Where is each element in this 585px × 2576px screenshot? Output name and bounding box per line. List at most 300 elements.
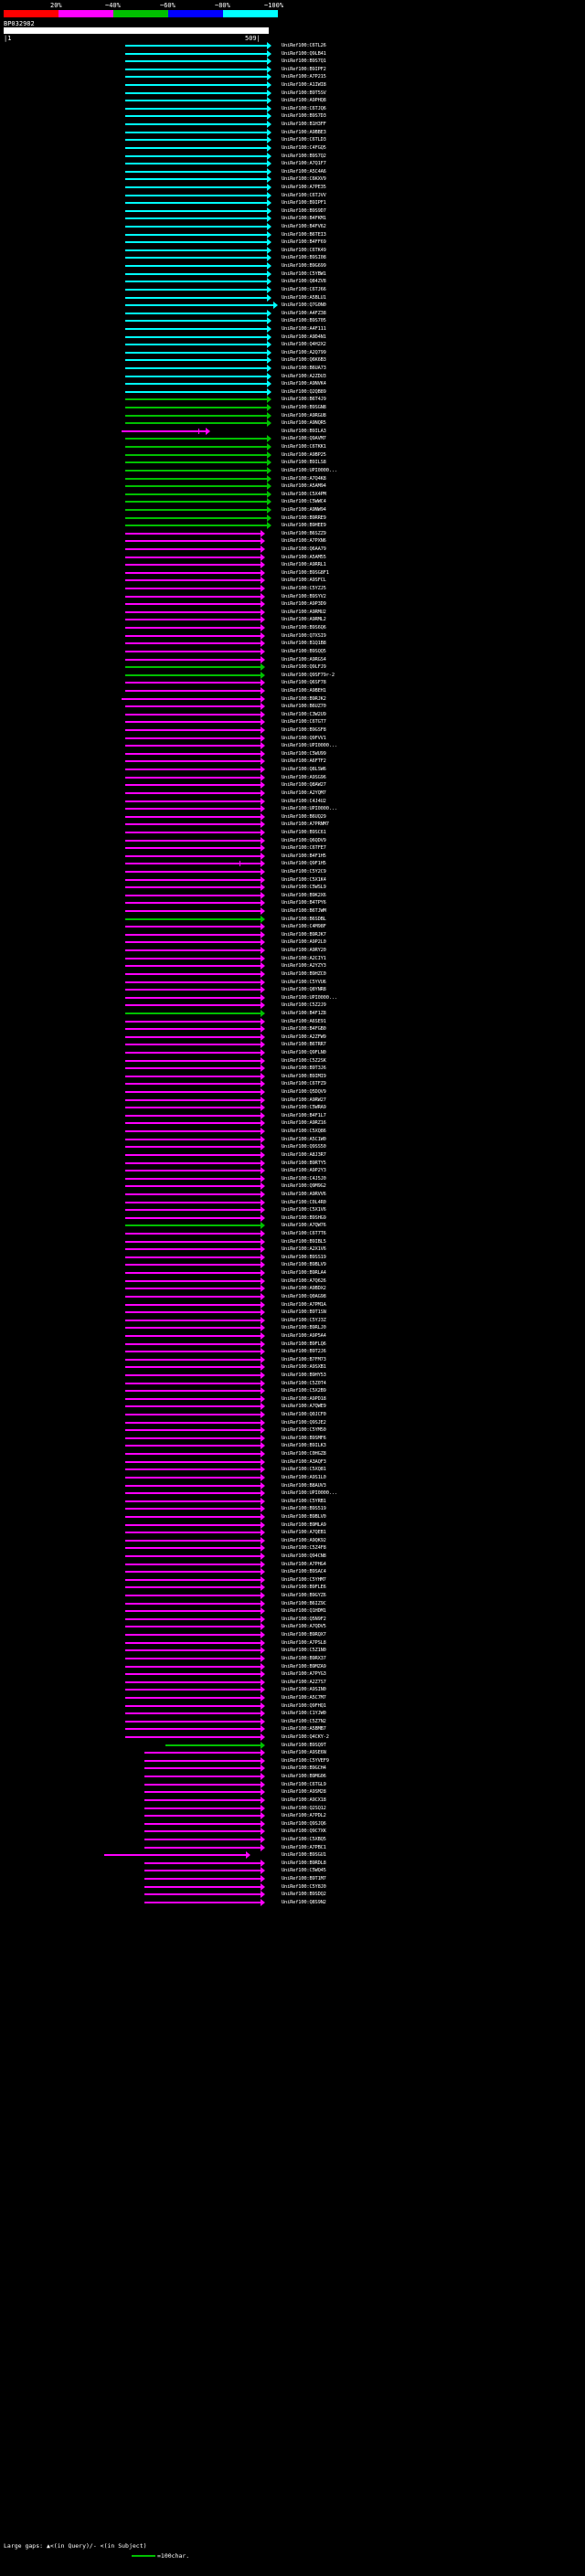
hit-label[interactable]: UniRef100:B9IPF2 — [282, 66, 326, 72]
hit-label[interactable]: UniRef100:C5X2B9 — [282, 1388, 326, 1394]
hit-row[interactable] — [0, 482, 585, 491]
hit-row[interactable] — [0, 1348, 585, 1356]
hit-label[interactable]: UniRef100:C6TJVV — [282, 192, 326, 198]
alignment-bar[interactable] — [125, 1217, 261, 1219]
alignment-bar[interactable] — [125, 714, 261, 716]
hit-row[interactable] — [0, 42, 585, 50]
hit-label[interactable]: UniRef100:A2Z7S7 — [282, 1679, 326, 1685]
hit-label[interactable]: UniRef100:B9GCH4 — [282, 1765, 326, 1772]
hit-label[interactable]: UniRef100:A1IWI8 — [282, 82, 326, 89]
hit-row[interactable] — [0, 356, 585, 365]
hit-label[interactable]: UniRef100:A9RGU8 — [282, 412, 326, 419]
hit-row[interactable] — [0, 1607, 585, 1616]
hit-row[interactable] — [0, 1647, 585, 1655]
hit-row[interactable] — [0, 184, 585, 192]
alignment-bar[interactable] — [125, 1154, 261, 1156]
hit-row[interactable] — [0, 1797, 585, 1805]
hit-label[interactable]: UniRef100:A7PDL2 — [282, 1813, 326, 1819]
hit-row[interactable] — [0, 1553, 585, 1561]
hit-label[interactable]: UniRef100:B9SC61 — [282, 829, 326, 835]
hit-row[interactable] — [0, 1356, 585, 1364]
hit-label[interactable]: UniRef100:C6TKK1 — [282, 444, 326, 451]
hit-label[interactable]: UniRef100:C5X1K4 — [282, 876, 326, 883]
hit-label[interactable]: UniRef100:B9GSF8 — [282, 727, 326, 734]
hit-row[interactable] — [0, 302, 585, 310]
alignment-bar[interactable] — [125, 579, 261, 581]
hit-row[interactable] — [0, 286, 585, 294]
alignment-bar[interactable] — [125, 1359, 261, 1361]
alignment-bar[interactable] — [125, 619, 261, 620]
alignment-bar[interactable] — [125, 525, 267, 526]
hit-label[interactable]: UniRef100:Q6AA79 — [282, 546, 326, 552]
hit-row[interactable] — [0, 1828, 585, 1836]
hit-label[interactable]: UniRef100:C6TK49 — [282, 247, 326, 253]
alignment-bar[interactable] — [125, 234, 267, 236]
alignment-bar[interactable] — [125, 422, 267, 424]
alignment-bar[interactable] — [125, 446, 267, 448]
hit-label[interactable]: UniRef100:B6SZZ9 — [282, 530, 326, 536]
hit-row[interactable] — [0, 50, 585, 58]
hit-label[interactable]: UniRef100:C6TFE7 — [282, 845, 326, 852]
hit-row[interactable] — [0, 916, 585, 924]
hit-row[interactable] — [0, 199, 585, 207]
hit-label[interactable]: UniRef100:A7QWE9 — [282, 1404, 326, 1410]
alignment-bar[interactable] — [125, 76, 267, 78]
hit-label[interactable]: UniRef100:Q9SS50 — [282, 1144, 326, 1150]
hit-label[interactable]: UniRef100:Q4H2X2 — [282, 342, 326, 348]
hit-label[interactable]: UniRef100:B4F1L7 — [282, 1112, 326, 1118]
alignment-bar[interactable] — [125, 1721, 261, 1723]
hit-row[interactable] — [0, 860, 585, 868]
hit-row[interactable] — [0, 798, 585, 806]
alignment-bar[interactable] — [125, 202, 267, 204]
hit-label[interactable]: UniRef100:B1Q1B8 — [282, 641, 326, 647]
hit-row[interactable] — [0, 868, 585, 876]
hit-label[interactable]: UniRef100:C5WWC4 — [282, 499, 326, 505]
hit-row[interactable] — [0, 1474, 585, 1482]
hit-label[interactable]: UniRef100:C6TJQ6 — [282, 105, 326, 111]
alignment-bar[interactable] — [125, 501, 267, 503]
hit-label[interactable]: UniRef100:A6FTF2 — [282, 758, 326, 765]
hit-row[interactable] — [0, 1214, 585, 1223]
hit-row[interactable] — [0, 711, 585, 719]
hit-label[interactable]: UniRef100:B9RRE9 — [282, 514, 326, 521]
hit-label[interactable]: UniRef100:C6TJ66 — [282, 286, 326, 292]
hit-label[interactable]: UniRef100:B7FM73 — [282, 1356, 326, 1362]
hit-row[interactable] — [0, 1363, 585, 1372]
hit-row[interactable] — [0, 1860, 585, 1868]
alignment-bar[interactable] — [125, 60, 267, 62]
hit-label[interactable]: UniRef100:Q5N9F2 — [282, 1616, 326, 1622]
alignment-bar[interactable] — [125, 1634, 261, 1636]
alignment-bar[interactable] — [125, 1477, 261, 1479]
alignment-bar[interactable] — [125, 1453, 261, 1455]
alignment-bar[interactable] — [125, 1383, 261, 1384]
alignment-bar[interactable] — [125, 289, 267, 291]
hit-row[interactable] — [0, 1655, 585, 1663]
hit-row[interactable] — [0, 1812, 585, 1820]
alignment-bar[interactable] — [144, 1862, 261, 1864]
hit-label[interactable]: UniRef100:A5BLU1 — [282, 294, 326, 301]
alignment-bar[interactable] — [125, 383, 267, 385]
hit-label[interactable]: UniRef100:B9G699 — [282, 263, 326, 270]
hit-label[interactable]: UniRef100:C6TGL9 — [282, 1781, 326, 1787]
hit-label[interactable]: UniRef100:Q8YNR8 — [282, 987, 326, 993]
alignment-bar[interactable] — [125, 800, 261, 802]
hit-row[interactable] — [0, 813, 585, 822]
alignment-bar[interactable] — [125, 949, 261, 951]
hit-row[interactable] — [0, 938, 585, 947]
hit-row[interactable] — [0, 1143, 585, 1151]
hit-label[interactable]: UniRef100:C5X4PM — [282, 491, 326, 497]
hit-label[interactable]: UniRef100:C5Z0T4 — [282, 1380, 326, 1386]
hit-label[interactable]: UniRef100:Q9C7XK — [282, 1829, 326, 1835]
hit-label[interactable]: UniRef100:A7PM1A — [282, 1301, 326, 1308]
alignment-bar[interactable] — [125, 1508, 261, 1510]
alignment-bar[interactable] — [125, 328, 267, 330]
alignment-bar[interactable] — [165, 1744, 261, 1746]
hit-label[interactable]: UniRef100:B9RJK7 — [282, 931, 326, 938]
hit-row[interactable] — [0, 1561, 585, 1569]
alignment-bar[interactable] — [125, 1547, 261, 1549]
hit-label[interactable]: UniRef100:B9T1M7 — [282, 1875, 326, 1882]
hit-label[interactable]: UniRef100:A7Q4K8 — [282, 475, 326, 482]
hit-label[interactable]: UniRef100:B9SDQ2 — [282, 1892, 326, 1898]
hit-label[interactable]: UniRef100:B6TRR7 — [282, 1042, 326, 1048]
hit-row[interactable] — [0, 1631, 585, 1639]
alignment-bar[interactable] — [125, 517, 267, 519]
hit-label[interactable]: UniRef100:C6TLD3 — [282, 137, 326, 143]
alignment-bar[interactable] — [125, 1091, 261, 1093]
hit-label[interactable]: UniRef100:B9T2J6 — [282, 1349, 326, 1355]
hit-label[interactable]: UniRef100:A9SFCL — [282, 578, 326, 584]
hit-label[interactable]: UniRef100:B9SQQ5 — [282, 648, 326, 654]
hit-row[interactable] — [0, 1119, 585, 1128]
alignment-bar[interactable] — [125, 902, 261, 904]
hit-row[interactable] — [0, 593, 585, 601]
hit-label[interactable]: UniRef100:C5Z2SK — [282, 1057, 326, 1064]
hit-row[interactable] — [0, 600, 585, 609]
alignment-bar[interactable] — [125, 981, 261, 983]
alignment-bar[interactable] — [125, 1028, 261, 1030]
hit-row[interactable] — [0, 498, 585, 506]
hit-row[interactable] — [0, 1875, 585, 1883]
alignment-bar[interactable] — [125, 376, 267, 377]
alignment-bar[interactable] — [125, 1437, 261, 1439]
hit-row[interactable] — [0, 1065, 585, 1073]
hit-row[interactable] — [0, 1725, 585, 1733]
hit-label[interactable]: UniRef100:Q6K6B3 — [282, 357, 326, 364]
hit-label[interactable]: UniRef100:Q8S9N2 — [282, 1899, 326, 1905]
hit-row[interactable] — [0, 1175, 585, 1183]
alignment-bar[interactable] — [125, 1366, 261, 1368]
alignment-bar[interactable] — [125, 281, 267, 282]
hit-row[interactable] — [0, 388, 585, 397]
alignment-bar[interactable] — [125, 1335, 261, 1337]
hit-row[interactable] — [0, 270, 585, 279]
alignment-bar[interactable] — [125, 454, 267, 456]
alignment-bar[interactable] — [125, 1209, 261, 1211]
alignment-bar[interactable] — [125, 1586, 261, 1588]
hit-row[interactable] — [0, 1844, 585, 1852]
hit-row[interactable] — [0, 735, 585, 743]
hit-row[interactable] — [0, 781, 585, 790]
alignment-bar[interactable] — [125, 1122, 261, 1124]
alignment-bar[interactable] — [125, 1468, 261, 1470]
hit-row[interactable] — [0, 90, 585, 98]
hit-row[interactable] — [0, 73, 585, 81]
hit-label[interactable]: UniRef100:UPI0000... — [282, 467, 337, 473]
alignment-bar[interactable] — [144, 1878, 261, 1880]
hit-label[interactable]: UniRef100:B9RDL8 — [282, 1860, 326, 1866]
hit-label[interactable]: UniRef100:A8J3R7 — [282, 1151, 326, 1158]
hit-label[interactable]: UniRef100:Q9SF79r-2 — [282, 672, 335, 678]
alignment-bar[interactable] — [125, 879, 261, 881]
hit-label[interactable]: UniRef100:A3AQF3 — [282, 1458, 326, 1465]
hit-label[interactable]: UniRef100:A9RY20 — [282, 948, 326, 954]
hit-row[interactable] — [0, 1136, 585, 1144]
alignment-bar[interactable] — [125, 1115, 261, 1117]
hit-label[interactable]: UniRef100:B9SS19 — [282, 1254, 326, 1260]
hit-row[interactable] — [0, 1261, 585, 1269]
hit-row[interactable] — [0, 112, 585, 121]
hit-label[interactable]: UniRef100:C5Z7N2 — [282, 1718, 326, 1724]
alignment-bar[interactable] — [125, 832, 261, 833]
alignment-bar[interactable] — [125, 1060, 261, 1062]
hit-row[interactable] — [0, 1489, 585, 1498]
hit-row[interactable] — [0, 1788, 585, 1797]
hit-row[interactable] — [0, 58, 585, 66]
hit-row[interactable] — [0, 1702, 585, 1711]
hit-row[interactable] — [0, 530, 585, 538]
hit-label[interactable]: UniRef100:Q9FVV1 — [282, 735, 326, 741]
hit-row[interactable] — [0, 1694, 585, 1702]
hit-row[interactable] — [0, 844, 585, 853]
alignment-bar[interactable] — [125, 1642, 261, 1644]
alignment-bar[interactable] — [125, 241, 267, 243]
alignment-bar[interactable] — [125, 659, 261, 661]
alignment-bar[interactable] — [125, 588, 261, 589]
alignment-bar[interactable] — [125, 941, 261, 943]
alignment-bar[interactable] — [125, 226, 267, 228]
alignment-bar[interactable] — [125, 1170, 261, 1171]
hit-label[interactable]: UniRef100:C5YZJ5 — [282, 586, 326, 592]
alignment-bar[interactable] — [125, 1666, 261, 1668]
alignment-bar[interactable] — [125, 478, 267, 480]
hit-label[interactable]: UniRef100:A9BDX2 — [282, 1286, 326, 1292]
alignment-bar[interactable] — [125, 1036, 261, 1038]
alignment-bar[interactable] — [125, 1461, 261, 1463]
alignment-bar[interactable] — [125, 470, 267, 472]
alignment-bar[interactable] — [125, 1233, 261, 1235]
alignment-bar[interactable] — [125, 997, 261, 999]
alignment-bar[interactable] — [125, 352, 267, 354]
hit-label[interactable]: UniRef100:B6UA73 — [282, 365, 326, 371]
hit-row[interactable] — [0, 923, 585, 931]
alignment-bar[interactable] — [125, 53, 267, 55]
alignment-bar[interactable] — [125, 1500, 261, 1502]
hit-label[interactable]: UniRef100:C0HGZ8 — [282, 1451, 326, 1458]
hit-label[interactable]: UniRef100:B9SGU1 — [282, 1852, 326, 1859]
hit-row[interactable] — [0, 962, 585, 970]
hit-row[interactable] — [0, 805, 585, 813]
hit-row[interactable] — [0, 577, 585, 585]
hit-row[interactable] — [0, 1277, 585, 1286]
alignment-bar[interactable] — [125, 816, 261, 818]
hit-label[interactable]: UniRef100:C6T7T6 — [282, 1231, 326, 1237]
hit-label[interactable]: UniRef100:B9FLQ6 — [282, 1341, 326, 1347]
hit-label[interactable]: UniRef100:Q9M9G2 — [282, 1183, 326, 1190]
hit-row[interactable] — [0, 1403, 585, 1411]
alignment-bar[interactable] — [125, 1649, 261, 1651]
hit-row[interactable] — [0, 443, 585, 451]
hit-row[interactable] — [0, 790, 585, 798]
hit-row[interactable] — [0, 632, 585, 641]
hit-label[interactable]: UniRef100:C1YJW0 — [282, 1711, 326, 1717]
hit-row[interactable] — [0, 1679, 585, 1687]
hit-label[interactable]: UniRef100:B9RTY5 — [282, 1160, 326, 1166]
hit-label[interactable]: UniRef100:Q7G0N0 — [282, 302, 326, 309]
hit-row[interactable] — [0, 561, 585, 569]
hit-label[interactable]: UniRef100:A7Q626 — [282, 1277, 326, 1284]
hit-row[interactable] — [0, 412, 585, 420]
hit-label[interactable]: UniRef100:B9ILS8 — [282, 460, 326, 466]
hit-row[interactable] — [0, 758, 585, 766]
hit-row[interactable] — [0, 1002, 585, 1010]
hit-row[interactable] — [0, 624, 585, 632]
alignment-bar[interactable] — [125, 100, 267, 101]
hit-label[interactable]: UniRef100:C0L4R0 — [282, 1199, 326, 1205]
hit-row[interactable] — [0, 986, 585, 994]
alignment-bar[interactable] — [125, 1445, 261, 1447]
hit-label[interactable]: UniRef100:A7PBC1 — [282, 1844, 326, 1850]
hit-label[interactable]: UniRef100:A7QW76 — [282, 1223, 326, 1229]
hit-label[interactable]: UniRef100:A9RML2 — [282, 617, 326, 623]
alignment-bar[interactable] — [104, 1854, 246, 1856]
alignment-bar[interactable] — [125, 690, 261, 692]
hit-row[interactable] — [0, 1332, 585, 1341]
alignment-bar[interactable] — [125, 1422, 261, 1424]
hit-label[interactable]: UniRef100:B6T4J9 — [282, 397, 326, 403]
hit-row[interactable] — [0, 105, 585, 113]
hit-label[interactable]: UniRef100:C4M98F — [282, 924, 326, 930]
hit-label[interactable]: UniRef100:A6SE91 — [282, 1018, 326, 1024]
alignment-bar[interactable] — [125, 273, 267, 275]
hit-label[interactable]: UniRef100:B9MLA9 — [282, 1521, 326, 1528]
hit-row[interactable] — [0, 1104, 585, 1112]
alignment-bar[interactable] — [144, 1870, 261, 1871]
alignment-bar[interactable] — [125, 729, 261, 731]
hit-row[interactable] — [0, 1836, 585, 1844]
hit-label[interactable]: UniRef100:B9BLV9 — [282, 1262, 326, 1268]
alignment-bar[interactable] — [125, 1304, 261, 1306]
hit-label[interactable]: UniRef100:A5C7M7 — [282, 1694, 326, 1701]
hit-label[interactable]: UniRef100:Q9FLN0 — [282, 1050, 326, 1055]
alignment-bar[interactable] — [125, 108, 267, 110]
alignment-bar[interactable] — [125, 163, 267, 164]
hit-label[interactable]: UniRef100:B9S705 — [282, 318, 326, 324]
hit-row[interactable] — [0, 1293, 585, 1301]
alignment-bar[interactable] — [125, 313, 267, 314]
hit-label[interactable]: UniRef100:B4FV62 — [282, 224, 326, 230]
hit-label[interactable]: UniRef100:B9IMI9 — [282, 1073, 326, 1079]
hit-label[interactable]: UniRef100:A9P2Y3 — [282, 1168, 326, 1174]
hit-row[interactable] — [0, 585, 585, 593]
alignment-bar[interactable] — [125, 934, 261, 936]
hit-row[interactable] — [0, 994, 585, 1002]
alignment-bar[interactable] — [144, 1830, 261, 1832]
hit-label[interactable]: UniRef100:C5WSL9 — [282, 885, 326, 891]
hit-row[interactable] — [0, 1088, 585, 1097]
alignment-bar[interactable] — [144, 1815, 261, 1817]
alignment-bar[interactable] — [125, 1728, 261, 1730]
hit-row[interactable] — [0, 569, 585, 578]
alignment-bar[interactable] — [125, 359, 267, 361]
hit-label[interactable]: UniRef100:A9SXB1 — [282, 1364, 326, 1371]
hit-row[interactable] — [0, 1238, 585, 1246]
hit-label[interactable]: UniRef100:B4F1H5 — [282, 853, 326, 859]
alignment-bar[interactable] — [125, 1280, 261, 1282]
hit-row[interactable] — [0, 1820, 585, 1829]
hit-row[interactable] — [0, 1592, 585, 1600]
alignment-bar[interactable] — [125, 367, 267, 369]
hit-row[interactable] — [0, 325, 585, 334]
alignment-bar[interactable] — [144, 1839, 261, 1840]
alignment-bar[interactable] — [125, 132, 267, 133]
hit-row[interactable] — [0, 1505, 585, 1513]
alignment-bar[interactable] — [125, 784, 261, 786]
hit-label[interactable]: UniRef100:B9BLV0 — [282, 1513, 326, 1520]
hit-label[interactable]: UniRef100:A7PYG3 — [282, 1671, 326, 1678]
hit-label[interactable]: UniRef100:B9FLE6 — [282, 1585, 326, 1591]
hit-row[interactable] — [0, 695, 585, 704]
alignment-bar[interactable] — [125, 304, 273, 306]
hit-row[interactable] — [0, 66, 585, 74]
hit-row[interactable] — [0, 1395, 585, 1404]
hit-row[interactable] — [0, 1781, 585, 1789]
hit-label[interactable]: UniRef100:B9SQ9T — [282, 1742, 326, 1748]
hit-row[interactable] — [0, 1372, 585, 1380]
hit-label[interactable]: UniRef100:B9ILA3 — [282, 428, 326, 434]
hit-label[interactable]: UniRef100:Q9FHQ1 — [282, 1702, 326, 1709]
hit-row[interactable] — [0, 1749, 585, 1757]
hit-label[interactable]: UniRef100:A2YZY3 — [282, 963, 326, 970]
hit-row[interactable] — [0, 223, 585, 231]
hit-row[interactable] — [0, 640, 585, 648]
alignment-bar[interactable] — [125, 958, 261, 959]
alignment-bar[interactable] — [125, 910, 261, 912]
hit-row[interactable] — [0, 349, 585, 357]
hit-label[interactable]: UniRef100:A9BEH1 — [282, 687, 326, 694]
hit-label[interactable]: UniRef100:B9SHG9 — [282, 1214, 326, 1221]
hit-row[interactable] — [0, 459, 585, 467]
hit-label[interactable]: UniRef100:C5XQ86 — [282, 1129, 326, 1135]
hit-row[interactable] — [0, 1041, 585, 1049]
hit-label[interactable]: UniRef100:A9RMU2 — [282, 609, 326, 615]
hit-row[interactable] — [0, 419, 585, 428]
alignment-bar[interactable] — [125, 415, 267, 417]
hit-label[interactable]: UniRef100:A9NQR5 — [282, 420, 326, 427]
hit-label[interactable]: UniRef100:C5Y8J0 — [282, 1883, 326, 1890]
hit-row[interactable] — [0, 1899, 585, 1907]
hit-row[interactable] — [0, 1435, 585, 1443]
alignment-bar[interactable] — [125, 1618, 261, 1620]
hit-label[interactable]: UniRef100:B4FGB0 — [282, 1026, 326, 1033]
alignment-bar[interactable] — [125, 1067, 261, 1069]
hit-label[interactable]: UniRef100:C5YBW1 — [282, 270, 326, 277]
hit-row[interactable] — [0, 341, 585, 349]
hit-row[interactable] — [0, 1867, 585, 1875]
